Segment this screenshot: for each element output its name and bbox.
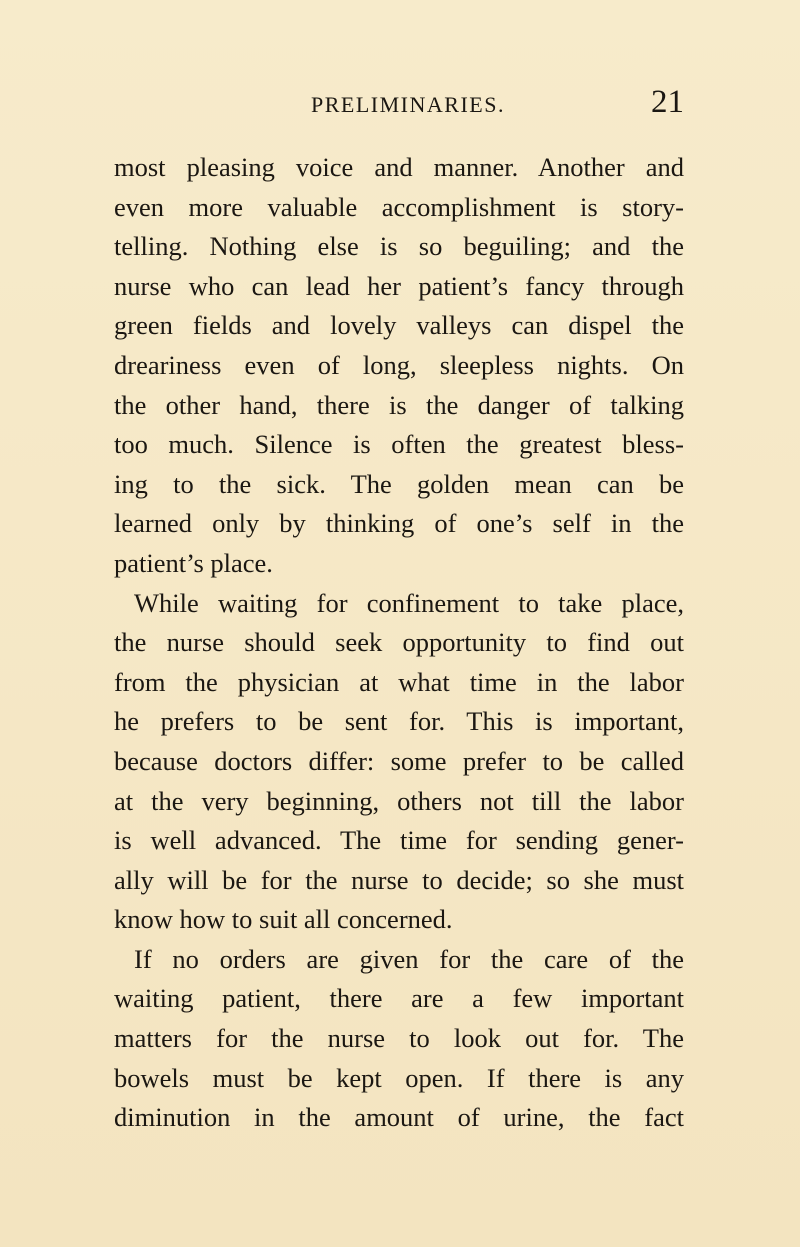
- text-line: know how to suit all concerned.: [114, 904, 453, 935]
- text-line: waiting patient, there are a few important: [114, 983, 684, 1014]
- text-line: the other hand, there is the danger of talking: [114, 389, 684, 420]
- text-line: telling. Nothing else is so beguiling; and the: [114, 231, 684, 262]
- text-line: If no orders are given for the care of the: [134, 943, 684, 974]
- text-line: While waiting for confinement to take place,: [134, 587, 684, 618]
- body-text: [114, 148, 684, 1138]
- running-title: PRELIMINARIES.: [311, 92, 505, 117]
- text-line: even more valuable accomplishment is story-: [114, 191, 684, 222]
- text-line: ally will be for the nurse to decide; so she must: [114, 864, 684, 895]
- text-line: he prefers to be sent for. This is important,: [114, 706, 684, 737]
- text-line: is well advanced. The time for sending gener-: [114, 825, 684, 856]
- text-line: nurse who can lead her patient’s fancy through: [114, 270, 684, 301]
- text-line: at the very beginning, others not till the labor: [114, 785, 684, 816]
- text-line: diminution in the amount of urine, the fact: [114, 1102, 684, 1133]
- text-line: ing to the sick. The golden mean can be: [114, 468, 684, 499]
- text-line: patient’s place.: [114, 547, 273, 578]
- text-line: matters for the nurse to look out for. The: [114, 1023, 684, 1054]
- page-number: 21: [651, 84, 684, 120]
- text-line: the nurse should seek opportunity to find out: [114, 627, 684, 658]
- text-line: green fields and lovely valleys can dispel the: [114, 310, 684, 341]
- text-line: dreariness even of long, sleepless nights. On: [114, 349, 684, 380]
- text-line: from the physician at what time in the labor: [114, 666, 684, 697]
- running-head: [114, 86, 684, 126]
- text-line: learned only by thinking of one’s self in the: [114, 508, 684, 539]
- text-line: too much. Silence is often the greatest bless-: [114, 429, 684, 460]
- text-line: most pleasing voice and manner. Another and: [114, 152, 684, 182]
- text-line: bowels must be kept open. If there is any: [114, 1062, 684, 1093]
- text-line: because doctors differ: some prefer to be called: [114, 745, 684, 776]
